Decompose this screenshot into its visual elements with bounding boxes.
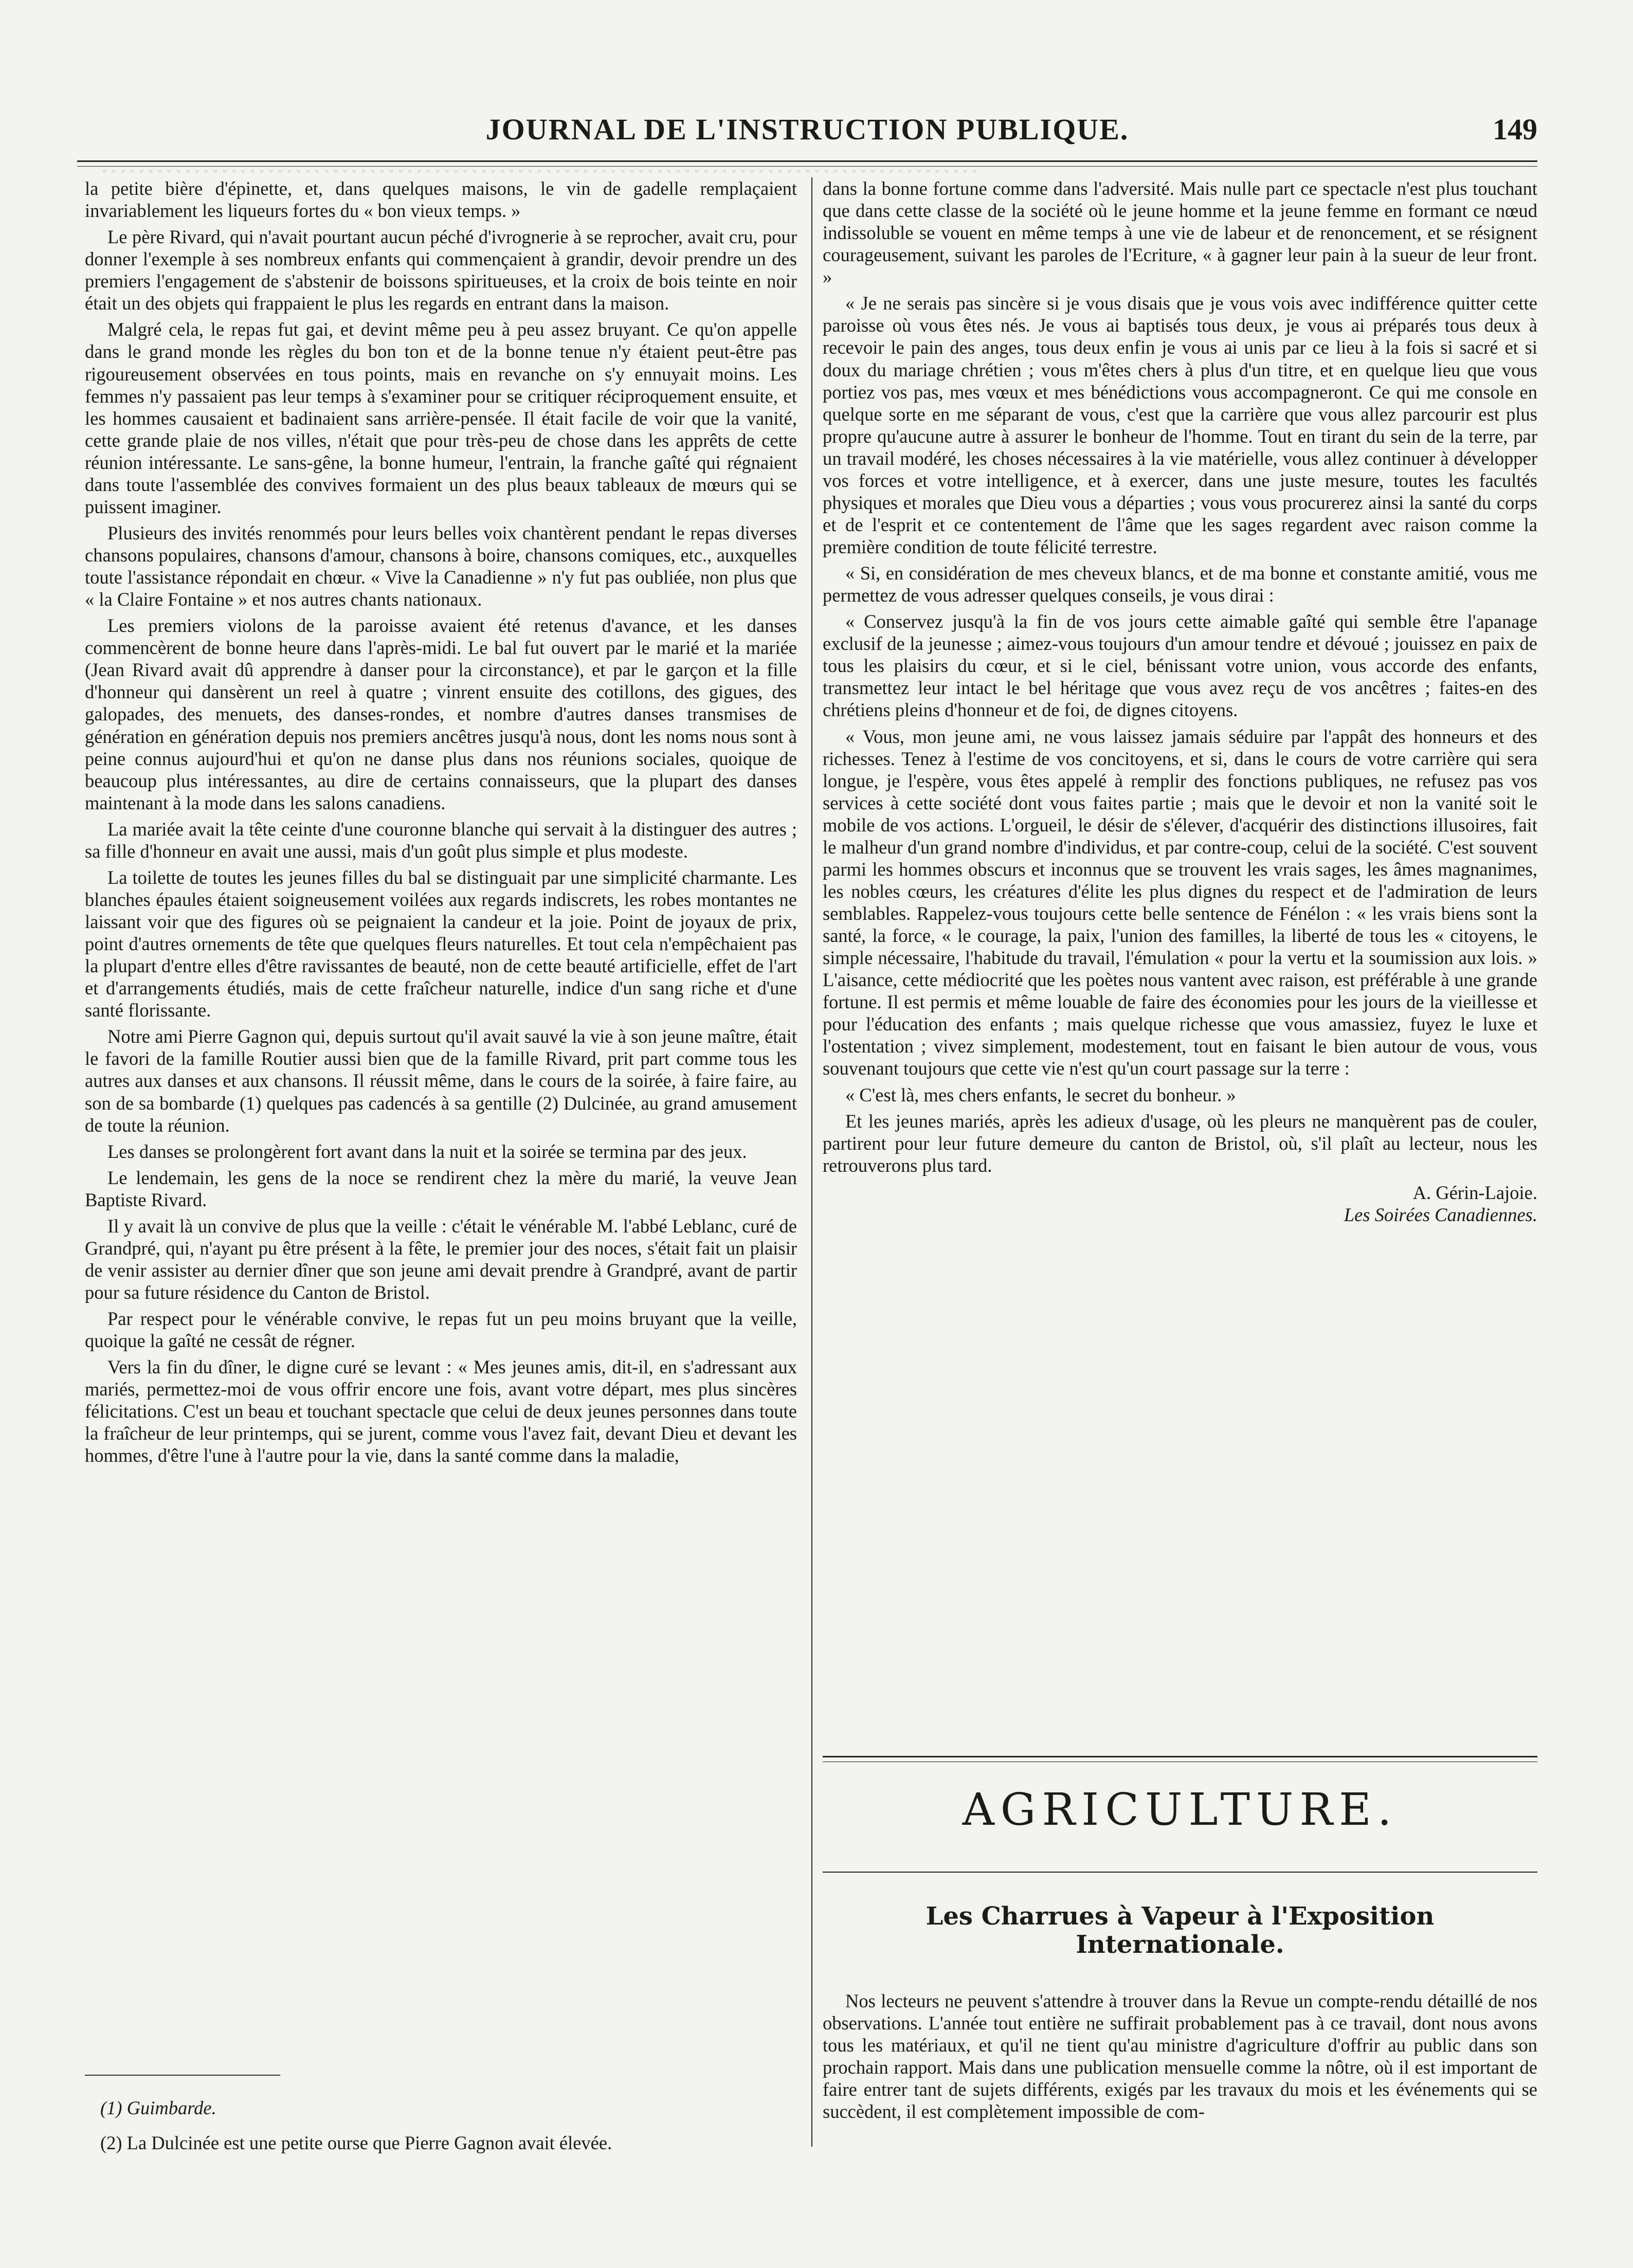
- paragraph: Notre ami Pierre Gagnon qui, depuis surtout qu'il avait sauvé la vie à son jeune maître, était le favori de la famille Routier aussi bien que de la famille Rivard, prit part comme tous les autres aux danses et aux chansons. Il réussit même, dans le cours de la soirée, à faire faire, au son de sa bombarde (1) quelques pas cadencés à sa gentille (2) Dulcinée, au grand amusement de toute la réunion.: [85, 1026, 797, 1136]
- left-column: [85, 177, 797, 2080]
- paragraph: Plusieurs des invités renommés pour leurs belles voix chantèrent pendant le repas diverses chansons populaires, chansons d'amour, chansons à boire, chansons comiques, etc., auxquelles toute l'assistance répondait en chœur. « Vive la Canadienne » n'y fut pas oubliée, non plus que « la Claire Fontaine » et nos autres chants nationaux.: [85, 522, 797, 610]
- page-number: 149: [1493, 113, 1537, 146]
- footnote-rule: [85, 2075, 280, 2076]
- footnote: (1) Guimbarde.: [100, 2097, 216, 2118]
- header-rule: [77, 160, 1537, 167]
- section-title: AGRICULTURE.: [962, 1784, 1398, 1836]
- paragraph: « Je ne serais pas sincère si je vous disais que je vous vois avec indifférence quitter cette paroisse où vous êtes nés. Je vous ai baptisés tous deux, je vous ai préparés tous deux à recevoir le pain des anges, tous deux enfin je vous ai unis par ce lieu à la fois si sacré et si doux du mariage chrétien ; vous m'êtes chers à plus d'un titre, et en quelque lieu que vous portiez vos pas, mes vœux et mes bénédictions vous accompagneront. Ce qui me console en quelque sorte en me séparant de vous, c'est que la carrière que vous allez parcourir est plus propre qu'aucune autre à assurer le bonheur de l'homme. Tout en tirant du sein de la terre, par un travail modéré, les choses nécessaires à la vie matérielle, vous allez continuer à développer vos forces et votre intelligence, et à exercer, dans une juste mesure, toutes les facultés physiques et morales que Dieu vous a départies ; vous vous procurerez ainsi la santé du corps et de l'esprit et ce contentement de l'âme que les sages regardent avec raison comme la première condition de toute félicité terrestre.: [823, 293, 1537, 557]
- page-header: [77, 103, 1537, 159]
- paragraph: Malgré cela, le repas fut gai, et devint même peu à peu assez bruyant. Ce qu'on appelle dans le grand monde les règles du bon ton et de la bonne tenue n'y étaient peut-être pas rigoureusement observées en tous points, mais en revanche on s'y ennuyait moins. Les femmes n'y passaient pas leur temps à s'examiner pour se critiquer réciproquement ensuite, et les hommes causaient et badinaient sans arrière-pensée. Il était facile de voir que la vanité, cette grande plaie de nos villes, n'était que pour très-peu de chose dans les apprêts de cette réunion intéressante. Le sans-gêne, la bonne humeur, l'entrain, la franche gaîté qui régnaient dans toute l'assemblée des convives formaient un des plus beaux tableaux de mœurs qui se puissent imaginer.: [85, 319, 797, 517]
- paragraph: Les premiers violons de la paroisse avaient été retenus d'avance, et les danses commencèrent de bonne heure dans l'après-midi. Le bal fut ouvert par le marié et la mariée (Jean Rivard avait dû apprendre à danser pour la circonstance), et par le garçon et la fille d'honneur qui dansèrent un reel à quatre ; vinrent ensuite des cotillons, des gigues, des galopades, des menuets, des danses-rondes, et nombre d'autres danses transmises de génération en génération depuis nos premiers ancêtres jusqu'à nous, dont les noms nous sont à peine connus aujourd'hui et qu'on ne danse plus dans nos réunions sociales, quoique de beaucoup plus intéressantes, au dire de certains connaisseurs, que la plupart des danses maintenant à la mode dans les salons canadiens.: [85, 615, 797, 813]
- paragraph: Vers la fin du dîner, le digne curé se levant : « Mes jeunes amis, dit-il, en s'adressant aux mariés, permettez-moi de vous offrir encore une fois, avant votre départ, mes plus sincères félicitations. C'est un beau et touchant spectacle que celui de deux jeunes personnes dans toute la fraîcheur de leur printemps, qui se jurent, comme vous l'avez fait, devant Dieu et devant les hommes, d'être l'une à l'autre pour la vie, dans la santé comme dans la maladie,: [85, 1356, 797, 1466]
- paragraph: « Si, en considération de mes cheveux blancs, et de ma bonne et constante amitié, vous me permettez de vous adresser quelques conseils, je vous dirai :: [823, 563, 1537, 606]
- right-column: [823, 177, 1537, 1226]
- footnotes: [85, 2075, 797, 2166]
- source-attribution: Les Soirées Canadiennes.: [1344, 1204, 1537, 1225]
- section-rule: [823, 1756, 1537, 1762]
- paragraph: dans la bonne fortune comme dans l'adversité. Mais nulle part ce spectacle n'est plus touchant que dans cette classe de la société où le jeune homme et la jeune femme en formant ce nœud indissoluble se vouent en même temps à une vie de labeur et de renoncement, et se résignent courageusement, suivant les paroles de l'Ecriture, « à gagner leur pain à la sueur de leur front. »: [823, 178, 1537, 288]
- footnote: (2) La Dulcinée est une petite ourse que Pierre Gagnon avait élevée.: [100, 2132, 612, 2153]
- journal-title: JOURNAL DE L'INSTRUCTION PUBLIQUE.: [485, 113, 1129, 146]
- paragraph: « Conservez jusqu'à la fin de vos jours cette aimable gaîté qui semble être l'apanage exclusif de la jeunesse ; aimez-vous toujours d'un amour tendre et dévoué ; jouissez en paix de tous les plaisirs du cœur, et si le ciel, bénissant votre union, vous accorde des enfants, transmettez leur intact le bel héritage que vous avez reçu de vos ancêtres ; faites-en des chrétiens pleins d'honneur et de foi, de dignes citoyens.: [823, 611, 1537, 721]
- print-noise: [103, 170, 977, 173]
- paragraph: La toilette de toutes les jeunes filles du bal se distinguait par une simplicité charmante. Les blanches épaules étaient soigneusement voilées aux regards indiscrets, les robes montantes ne laissant voir que des figures où se peignaient la candeur et la joie. Point de joyaux de prix, point d'autres ornements de tête que quelques fleurs naturelles. Et tout cela n'empêchaient pas la plupart d'entre elles d'être ravissantes de beauté, non de cette beauté artificielle, effet de l'art et d'arrangements étudiés, mais de cette fraîcheur naturelle, indice d'un sang riche et d'une santé florissante.: [85, 866, 797, 1021]
- paragraph: Par respect pour le vénérable convive, le repas fut un peu moins bruyant que la veille, quoique la gaîté ne cessât de régner.: [85, 1308, 797, 1352]
- paragraph: La mariée avait la tête ceinte d'une couronne blanche qui servait à la distinguer des autres ; sa fille d'honneur en avait une aussi, mais d'un goût plus simple et plus modeste.: [85, 818, 797, 862]
- article-title: Les Charrues à Vapeur à l'Exposition Internationale.: [926, 1902, 1435, 1959]
- paragraph: Le père Rivard, qui n'avait pourtant aucun péché d'ivrognerie à se reprocher, avait cru, pour donner l'exemple à ses nombreux enfants qui commençaient à grandir, devoir prendre un des premiers l'engagement de s'abstenir de boissons spiritueuses, et la croix de bois teinte en noir était un des objets qui frappaient le plus les regards en entrant dans la maison.: [85, 226, 797, 314]
- paragraph: la petite bière d'épinette, et, dans quelques maisons, le vin de gadelle remplaçaient invariablement les liqueurs fortes du « bon vieux temps. »: [85, 178, 797, 222]
- paragraph: « C'est là, mes chers enfants, le secret du bonheur. »: [845, 1084, 1236, 1105]
- paragraph: Et les jeunes mariés, après les adieux d'usage, où les pleurs ne manquèrent pas de couler, partirent pour leur future demeure du canton de Bristol, où, s'il plaît au lecteur, nous les retrouverons plus tard.: [823, 1110, 1537, 1176]
- author-signature: A. Gérin-Lajoie.: [1412, 1182, 1537, 1203]
- paragraph: Il y avait là un convive de plus que la veille : c'était le vénérable M. l'abbé Leblanc, curé de Grandpré, qui, n'ayant pu être présent à la fête, le premier jour des noces, s'était fait un plaisir de venir assister au dernier dîner que son jeune ami devait prendre à Grandpré, avant de partir pour sa future résidence du Canton de Bristol.: [85, 1215, 797, 1303]
- column-divider: [811, 177, 812, 2147]
- paragraph: Les danses se prolongèrent fort avant dans la nuit et la soirée se termina par des jeux.: [107, 1140, 747, 1162]
- paragraph: Le lendemain, les gens de la noce se rendirent chez la mère du marié, la veuve Jean Baptiste Rivard.: [85, 1167, 797, 1210]
- section-title-rule: [823, 1872, 1537, 1873]
- paragraph: « Vous, mon jeune ami, ne vous laissez jamais séduire par l'appât des honneurs et des richesses. Tenez à l'estime de vos concitoyens, et si, dans le cours de votre carrière qui sera longue, je l'espère, vous êtes appelé à remplir des fonctions publiques, ne refusez pas vos services à cette société dont vous faites partie ; mais que le devoir et non la vanité soit le mobile de vos actions. L'orgueil, le désir de s'élever, d'acquérir des distinctions illusoires, fait le malheur d'un grand nombre d'individus, et par contre-coup, celui de la société. C'est souvent parmi les hommes obscurs et inconnus que se trouvent les vrais sages, les âmes magnanimes, les nobles cœurs, les créatures d'élite les plus dignes du respect et de l'admiration de leurs semblables. Rappelez-vous toujours cette belle sentence de Fénélon : « les vrais biens sont la santé, la force, « le courage, la paix, l'union des familles, la liberté de tous les « citoyens, le simple nécessaire, l'habitude du travail, l'émulation « pour la vertu et la soumission aux lois. » L'aisance, cette médiocrité que les poètes nous vantent avec raison, est préférable à une grande fortune. Il est permis et même louable de faire des économies pour les jours de la vieillesse et pour l'éducation des enfants ; mais quelque richesse que vous amassiez, fuyez le luxe et l'ostentation ; vivez simplement, modestement, tout en faisant le bien autour de vous, vous souvenant toujours que cette vie n'est qu'un court passage sur la terre :: [823, 725, 1537, 1079]
- paragraph: Nos lecteurs ne peuvent s'attendre à trouver dans la Revue un compte-rendu détaillé de nos observations. L'année tout entière ne suffirait probablement pas à ce travail, dont nous avons tous les matériaux, et qu'il ne tient qu'au ministre d'agriculture d'offrir au public dans son prochain rapport. Mais dans une publication mensuelle comme la nôtre, où il est important de faire entrer tant de sujets différents, exigés par les travaux du mois et les événements qui se succèdent, il est complètement impossible de com-: [823, 1990, 1537, 2122]
- article-body: [823, 1990, 1537, 2122]
